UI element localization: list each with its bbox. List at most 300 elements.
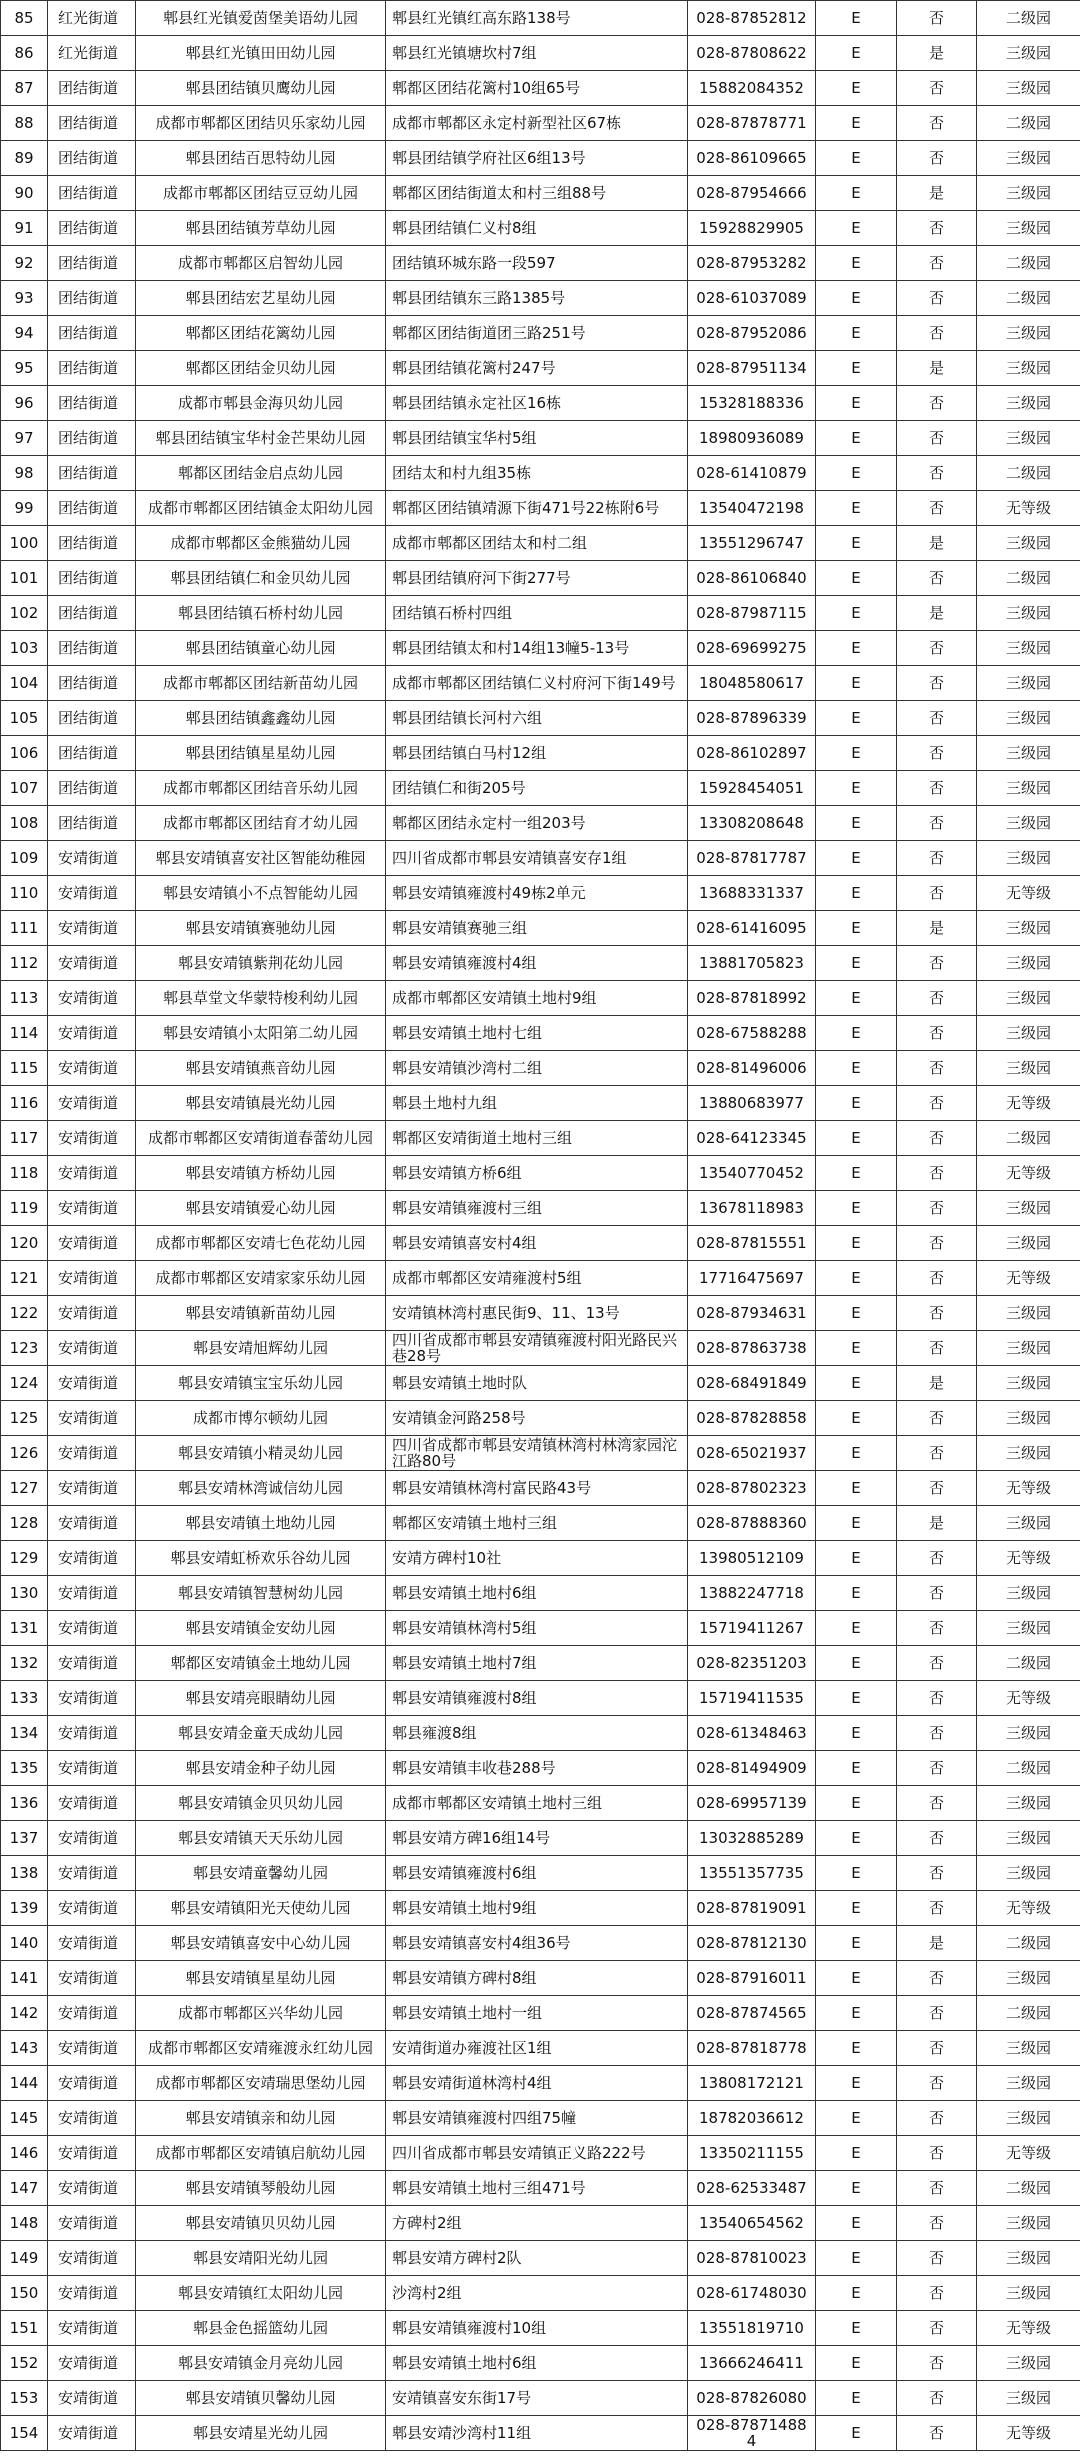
type-code-cell: E <box>816 176 897 211</box>
table-row <box>1 1891 1080 1926</box>
phone-cell: 028-69699275 <box>688 631 816 666</box>
table-row <box>1 1156 1080 1191</box>
is-public-cell: 否 <box>897 1821 977 1856</box>
phone-cell: 028-87810023 <box>688 2241 816 2276</box>
phone-cell: 028-81496006 <box>688 1051 816 1086</box>
kindergarten-name-cell: 郫都区团结金贝幼儿园 <box>136 351 386 386</box>
kindergarten-name-cell: 郫县团结镇童心幼儿园 <box>136 631 386 666</box>
table-row <box>1 2311 1080 2346</box>
grade-level-cell: 三级园 <box>977 1961 1080 1996</box>
address-cell: 郫县安靖镇土地村三组471号 <box>386 2171 688 2206</box>
table-body <box>1 1 1080 2451</box>
street-cell: 安靖街道 <box>48 1121 136 1156</box>
row-number-cell: 96 <box>1 386 48 421</box>
is-public-cell: 否 <box>897 2066 977 2101</box>
kindergarten-name-cell: 郫县红光镇田田幼儿园 <box>136 36 386 71</box>
is-public-cell: 否 <box>897 1751 977 1786</box>
phone-cell: 18980936089 <box>688 421 816 456</box>
kindergarten-name-cell: 成都市郫都区安靖家家乐幼儿园 <box>136 1261 386 1296</box>
address-cell: 安靖镇金河路258号 <box>386 1401 688 1436</box>
is-public-cell: 否 <box>897 666 977 701</box>
type-code-cell: E <box>816 1016 897 1051</box>
table-row <box>1 1821 1080 1856</box>
table-row <box>1 36 1080 71</box>
is-public-cell: 否 <box>897 106 977 141</box>
address-cell: 郫县团结镇府河下街277号 <box>386 561 688 596</box>
kindergarten-name-cell: 郫县安靖镇星星幼儿园 <box>136 1961 386 1996</box>
address-cell: 郫县团结镇宝华村5组 <box>386 421 688 456</box>
phone-cell: 15928829905 <box>688 211 816 246</box>
table-row <box>1 2416 1080 2451</box>
address-cell: 团结镇仁和街205号 <box>386 771 688 806</box>
is-public-cell: 否 <box>897 981 977 1016</box>
address-cell: 郫县安靖镇雍渡村10组 <box>386 2311 688 2346</box>
kindergarten-name-cell: 郫县安靖阳光幼儿园 <box>136 2241 386 2276</box>
phone-cell: 15882084352 <box>688 71 816 106</box>
street-cell: 安靖街道 <box>48 1891 136 1926</box>
grade-level-cell: 三级园 <box>977 1016 1080 1051</box>
street-cell: 团结街道 <box>48 631 136 666</box>
kindergarten-name-cell: 郫县团结宏艺星幼儿园 <box>136 281 386 316</box>
type-code-cell: E <box>816 281 897 316</box>
is-public-cell: 否 <box>897 1051 977 1086</box>
row-number-cell: 128 <box>1 1506 48 1541</box>
address-cell: 郫县安靖镇喜安村4组36号 <box>386 1926 688 1961</box>
type-code-cell: E <box>816 981 897 1016</box>
phone-cell: 028-61037089 <box>688 281 816 316</box>
grade-level-cell: 三级园 <box>977 1786 1080 1821</box>
is-public-cell: 是 <box>897 351 977 386</box>
street-cell: 团结街道 <box>48 141 136 176</box>
phone-cell: 028-87951134 <box>688 351 816 386</box>
phone-cell: 028-87934631 <box>688 1296 816 1331</box>
is-public-cell: 否 <box>897 561 977 596</box>
kindergarten-name-cell: 郫县安靖金种子幼儿园 <box>136 1751 386 1786</box>
phone-cell: 028-87896339 <box>688 701 816 736</box>
table-row <box>1 1401 1080 1436</box>
street-cell: 安靖街道 <box>48 2206 136 2241</box>
type-code-cell: E <box>816 1 897 36</box>
phone-cell: 15719411535 <box>688 1681 816 1716</box>
table-row <box>1 316 1080 351</box>
address-cell: 成都市郫都区团结镇仁义村府河下街149号 <box>386 666 688 701</box>
kindergarten-name-cell: 郫县安靖镇金安幼儿园 <box>136 1611 386 1646</box>
type-code-cell: E <box>816 316 897 351</box>
type-code-cell: E <box>816 1856 897 1891</box>
address-cell: 郫县安靖镇赛驰三组 <box>386 911 688 946</box>
street-cell: 团结街道 <box>48 736 136 771</box>
table-row <box>1 2241 1080 2276</box>
street-cell: 团结街道 <box>48 491 136 526</box>
phone-cell: 13551819710 <box>688 2311 816 2346</box>
grade-level-cell: 三级园 <box>977 911 1080 946</box>
kindergarten-name-cell: 郫县团结镇贝鹰幼儿园 <box>136 71 386 106</box>
kindergarten-name-cell: 郫县草堂文华蒙特梭利幼儿园 <box>136 981 386 1016</box>
row-number-cell: 147 <box>1 2171 48 2206</box>
row-number-cell: 136 <box>1 1786 48 1821</box>
phone-cell: 028-878714884 <box>688 2416 816 2451</box>
table-row <box>1 176 1080 211</box>
is-public-cell: 否 <box>897 1681 977 1716</box>
street-cell: 安靖街道 <box>48 1611 136 1646</box>
type-code-cell: E <box>816 561 897 596</box>
grade-level-cell: 三级园 <box>977 666 1080 701</box>
table-row <box>1 1611 1080 1646</box>
grade-level-cell: 三级园 <box>977 421 1080 456</box>
kindergarten-name-cell: 郫县安靖镇金月亮幼儿园 <box>136 2346 386 2381</box>
table-row <box>1 2031 1080 2066</box>
phone-cell: 13540654562 <box>688 2206 816 2241</box>
is-public-cell: 否 <box>897 631 977 666</box>
type-code-cell: E <box>816 1051 897 1086</box>
table-row <box>1 211 1080 246</box>
phone-cell: 18782036612 <box>688 2101 816 2136</box>
row-number-cell: 95 <box>1 351 48 386</box>
address-cell: 郫县安靖镇沙湾村二组 <box>386 1051 688 1086</box>
phone-cell: 028-87874565 <box>688 1996 816 2031</box>
is-public-cell: 否 <box>897 2101 977 2136</box>
table-row <box>1 1786 1080 1821</box>
grade-level-cell: 无等级 <box>977 1541 1080 1576</box>
phone-cell: 15928454051 <box>688 771 816 806</box>
phone-cell: 028-87987115 <box>688 596 816 631</box>
grade-level-cell: 三级园 <box>977 701 1080 736</box>
type-code-cell: E <box>816 421 897 456</box>
is-public-cell: 否 <box>897 2346 977 2381</box>
phone-cell: 13882247718 <box>688 1576 816 1611</box>
row-number-cell: 137 <box>1 1821 48 1856</box>
kindergarten-name-cell: 郫县红光镇爱茵堡美语幼儿园 <box>136 1 386 36</box>
row-number-cell: 109 <box>1 841 48 876</box>
table-row <box>1 1086 1080 1121</box>
table-row <box>1 246 1080 281</box>
address-cell: 郫县安靖镇雍渡村49栋2单元 <box>386 876 688 911</box>
street-cell: 团结街道 <box>48 666 136 701</box>
is-public-cell: 否 <box>897 2381 977 2416</box>
address-cell: 郫县团结镇长河村六组 <box>386 701 688 736</box>
type-code-cell: E <box>816 1331 897 1366</box>
phone-cell: 028-87953282 <box>688 246 816 281</box>
phone-cell: 028-67588288 <box>688 1016 816 1051</box>
kindergarten-name-cell: 成都市郫都区安靖雍渡永红幼儿园 <box>136 2031 386 2066</box>
table-row <box>1 1261 1080 1296</box>
address-cell: 郫都区团结镇靖源下街471号22栋附6号 <box>386 491 688 526</box>
address-cell: 郫县安靖镇方桥6组 <box>386 1156 688 1191</box>
table-row <box>1 911 1080 946</box>
address-cell: 郫县安靖镇土地村七组 <box>386 1016 688 1051</box>
kindergarten-name-cell: 郫县安靖镇贝馨幼儿园 <box>136 2381 386 2416</box>
is-public-cell: 否 <box>897 701 977 736</box>
type-code-cell: E <box>816 141 897 176</box>
table-row <box>1 106 1080 141</box>
address-cell: 郫县团结镇永定社区16栋 <box>386 386 688 421</box>
row-number-cell: 131 <box>1 1611 48 1646</box>
table-row <box>1 1996 1080 2031</box>
row-number-cell: 127 <box>1 1471 48 1506</box>
grade-level-cell: 无等级 <box>977 876 1080 911</box>
street-cell: 安靖街道 <box>48 1296 136 1331</box>
is-public-cell: 否 <box>897 1961 977 1996</box>
phone-cell: 028-86102897 <box>688 736 816 771</box>
row-number-cell: 113 <box>1 981 48 1016</box>
grade-level-cell: 三级园 <box>977 211 1080 246</box>
address-cell: 郫县安靖镇土地村6组 <box>386 1576 688 1611</box>
kindergarten-name-cell: 郫县安靖星光幼儿园 <box>136 2416 386 2451</box>
street-cell: 安靖街道 <box>48 2171 136 2206</box>
kindergarten-name-cell: 成都市郫都区金熊猫幼儿园 <box>136 526 386 561</box>
table-row <box>1 1436 1080 1471</box>
phone-cell: 13540770452 <box>688 1156 816 1191</box>
grade-level-cell: 无等级 <box>977 2311 1080 2346</box>
type-code-cell: E <box>816 1191 897 1226</box>
street-cell: 团结街道 <box>48 351 136 386</box>
row-number-cell: 93 <box>1 281 48 316</box>
type-code-cell: E <box>816 1821 897 1856</box>
type-code-cell: E <box>816 386 897 421</box>
kindergarten-name-cell: 成都市郫都区团结育才幼儿园 <box>136 806 386 841</box>
grade-level-cell: 二级园 <box>977 281 1080 316</box>
is-public-cell: 否 <box>897 2276 977 2311</box>
phone-cell: 13880683977 <box>688 1086 816 1121</box>
is-public-cell: 否 <box>897 2311 977 2346</box>
address-cell: 郫县安靖镇土地村9组 <box>386 1891 688 1926</box>
grade-level-cell: 三级园 <box>977 71 1080 106</box>
street-cell: 安靖街道 <box>48 2101 136 2136</box>
row-number-cell: 104 <box>1 666 48 701</box>
type-code-cell: E <box>816 1576 897 1611</box>
kindergarten-name-cell: 郫县团结镇仁和金贝幼儿园 <box>136 561 386 596</box>
row-number-cell: 153 <box>1 2381 48 2416</box>
is-public-cell: 否 <box>897 1786 977 1821</box>
kindergarten-name-cell: 成都市郫都区团结贝乐家幼儿园 <box>136 106 386 141</box>
kindergarten-name-cell: 郫县团结镇宝华村金芒果幼儿园 <box>136 421 386 456</box>
address-cell: 郫县团结镇太和村14组13幢5-13号 <box>386 631 688 666</box>
address-cell: 郫都区团结街道太和村三组88号 <box>386 176 688 211</box>
kindergarten-name-cell: 成都市郫都区团结镇金太阳幼儿园 <box>136 491 386 526</box>
phone-cell: 028-87863738 <box>688 1331 816 1366</box>
grade-level-cell: 三级园 <box>977 1401 1080 1436</box>
row-number-cell: 116 <box>1 1086 48 1121</box>
grade-level-cell: 三级园 <box>977 526 1080 561</box>
address-cell: 郫县团结镇白马村12组 <box>386 736 688 771</box>
street-cell: 团结街道 <box>48 806 136 841</box>
grade-level-cell: 无等级 <box>977 1156 1080 1191</box>
table-row <box>1 666 1080 701</box>
is-public-cell: 否 <box>897 316 977 351</box>
kindergarten-name-cell: 郫县团结镇星星幼儿园 <box>136 736 386 771</box>
phone-cell: 028-87808622 <box>688 36 816 71</box>
row-number-cell: 120 <box>1 1226 48 1261</box>
row-number-cell: 123 <box>1 1331 48 1366</box>
is-public-cell: 否 <box>897 1086 977 1121</box>
table-row <box>1 1506 1080 1541</box>
kindergarten-name-cell: 成都市郫都区兴华幼儿园 <box>136 1996 386 2031</box>
grade-level-cell: 三级园 <box>977 386 1080 421</box>
phone-cell: 028-87826080 <box>688 2381 816 2416</box>
type-code-cell: E <box>816 1436 897 1471</box>
table-row <box>1 1751 1080 1786</box>
is-public-cell: 是 <box>897 596 977 631</box>
row-number-cell: 106 <box>1 736 48 771</box>
address-cell: 四川省成都市郫县安靖镇雍渡村阳光路民兴巷28号 <box>386 1331 688 1366</box>
grade-level-cell: 三级园 <box>977 806 1080 841</box>
table-row <box>1 771 1080 806</box>
street-cell: 安靖街道 <box>48 2031 136 2066</box>
grade-level-cell: 二级园 <box>977 106 1080 141</box>
address-cell: 成都市郫都区安靖雍渡村5组 <box>386 1261 688 1296</box>
kindergarten-name-cell: 成都市郫都区团结新苗幼儿园 <box>136 666 386 701</box>
is-public-cell: 否 <box>897 1401 977 1436</box>
type-code-cell: E <box>816 946 897 981</box>
street-cell: 团结街道 <box>48 701 136 736</box>
table-row <box>1 876 1080 911</box>
phone-cell: 028-61410879 <box>688 456 816 491</box>
kindergarten-name-cell: 郫县安靖镇喜安中心幼儿园 <box>136 1926 386 1961</box>
street-cell: 安靖街道 <box>48 946 136 981</box>
phone-cell: 028-82351203 <box>688 1646 816 1681</box>
row-number-cell: 110 <box>1 876 48 911</box>
row-number-cell: 143 <box>1 2031 48 2066</box>
address-cell: 郫县安靖镇土地时队 <box>386 1366 688 1401</box>
is-public-cell: 否 <box>897 2136 977 2171</box>
table-row <box>1 2346 1080 2381</box>
grade-level-cell: 三级园 <box>977 771 1080 806</box>
type-code-cell: E <box>816 36 897 71</box>
type-code-cell: E <box>816 806 897 841</box>
type-code-cell: E <box>816 2276 897 2311</box>
type-code-cell: E <box>816 1086 897 1121</box>
table-row <box>1 141 1080 176</box>
row-number-cell: 133 <box>1 1681 48 1716</box>
type-code-cell: E <box>816 2311 897 2346</box>
phone-cell: 028-86106840 <box>688 561 816 596</box>
row-number-cell: 134 <box>1 1716 48 1751</box>
row-number-cell: 117 <box>1 1121 48 1156</box>
street-cell: 安靖街道 <box>48 1961 136 1996</box>
kindergarten-name-cell: 成都市郫都区安靖七色花幼儿园 <box>136 1226 386 1261</box>
kindergarten-name-cell: 成都市博尔顿幼儿园 <box>136 1401 386 1436</box>
grade-level-cell: 无等级 <box>977 2416 1080 2451</box>
is-public-cell: 否 <box>897 1471 977 1506</box>
table-row <box>1 596 1080 631</box>
street-cell: 安靖街道 <box>48 1646 136 1681</box>
kindergarten-name-cell: 郫县安靖镇赛驰幼儿园 <box>136 911 386 946</box>
table-row <box>1 1541 1080 1576</box>
kindergarten-name-cell: 郫都区安靖镇金土地幼儿园 <box>136 1646 386 1681</box>
street-cell: 安靖街道 <box>48 1016 136 1051</box>
is-public-cell: 否 <box>897 246 977 281</box>
kindergarten-name-cell: 郫县安靖镇土地幼儿园 <box>136 1506 386 1541</box>
address-cell: 成都市郫都区安靖镇土地村9组 <box>386 981 688 1016</box>
type-code-cell: E <box>816 631 897 666</box>
type-code-cell: E <box>816 1261 897 1296</box>
is-public-cell: 是 <box>897 911 977 946</box>
grade-level-cell: 二级园 <box>977 246 1080 281</box>
street-cell: 团结街道 <box>48 596 136 631</box>
table-row <box>1 2136 1080 2171</box>
address-cell: 成都市郫都区团结太和村二组 <box>386 526 688 561</box>
address-cell: 郫县安靖镇雍渡村四组75幢 <box>386 2101 688 2136</box>
street-cell: 安靖街道 <box>48 1226 136 1261</box>
grade-level-cell: 三级园 <box>977 316 1080 351</box>
is-public-cell: 否 <box>897 1576 977 1611</box>
street-cell: 安靖街道 <box>48 2381 136 2416</box>
row-number-cell: 135 <box>1 1751 48 1786</box>
type-code-cell: E <box>816 2066 897 2101</box>
grade-level-cell: 三级园 <box>977 2381 1080 2416</box>
grade-level-cell: 三级园 <box>977 1821 1080 1856</box>
kindergarten-name-cell: 郫县团结百思特幼儿园 <box>136 141 386 176</box>
is-public-cell: 否 <box>897 1611 977 1646</box>
table-row <box>1 386 1080 421</box>
is-public-cell: 是 <box>897 1506 977 1541</box>
address-cell: 方碑村2组 <box>386 2206 688 2241</box>
is-public-cell: 否 <box>897 841 977 876</box>
address-cell: 郫都区团结花篱村10组65号 <box>386 71 688 106</box>
row-number-cell: 124 <box>1 1366 48 1401</box>
type-code-cell: E <box>816 2206 897 2241</box>
type-code-cell: E <box>816 71 897 106</box>
kindergarten-name-cell: 郫县安靖金童天成幼儿园 <box>136 1716 386 1751</box>
row-number-cell: 150 <box>1 2276 48 2311</box>
row-number-cell: 145 <box>1 2101 48 2136</box>
address-cell: 四川省成都市郫县安靖镇喜安存1组 <box>386 841 688 876</box>
type-code-cell: E <box>816 1541 897 1576</box>
kindergarten-name-cell: 郫县安靖镇琴般幼儿园 <box>136 2171 386 2206</box>
grade-level-cell: 无等级 <box>977 1261 1080 1296</box>
row-number-cell: 154 <box>1 2416 48 2451</box>
phone-cell: 13540472198 <box>688 491 816 526</box>
kindergarten-name-cell: 郫县安靖镇阳光天使幼儿园 <box>136 1891 386 1926</box>
row-number-cell: 141 <box>1 1961 48 1996</box>
type-code-cell: E <box>816 666 897 701</box>
row-number-cell: 130 <box>1 1576 48 1611</box>
street-cell: 安靖街道 <box>48 1996 136 2031</box>
phone-cell: 13308208648 <box>688 806 816 841</box>
grade-level-cell: 三级园 <box>977 596 1080 631</box>
table-row <box>1 1576 1080 1611</box>
is-public-cell: 是 <box>897 526 977 561</box>
row-number-cell: 139 <box>1 1891 48 1926</box>
table-row <box>1 2381 1080 2416</box>
grade-level-cell: 三级园 <box>977 1856 1080 1891</box>
grade-level-cell: 三级园 <box>977 946 1080 981</box>
address-cell: 郫都区团结街道团三路251号 <box>386 316 688 351</box>
street-cell: 安靖街道 <box>48 1821 136 1856</box>
table-row <box>1 71 1080 106</box>
phone-cell: 028-87828858 <box>688 1401 816 1436</box>
kindergarten-name-cell: 成都市郫都区团结豆豆幼儿园 <box>136 176 386 211</box>
street-cell: 安靖街道 <box>48 2241 136 2276</box>
row-number-cell: 103 <box>1 631 48 666</box>
street-cell: 安靖街道 <box>48 2346 136 2381</box>
table-row <box>1 841 1080 876</box>
phone-cell: 028-87818992 <box>688 981 816 1016</box>
street-cell: 安靖街道 <box>48 1156 136 1191</box>
address-cell: 郫县安靖镇雍渡村4组 <box>386 946 688 981</box>
grade-level-cell: 三级园 <box>977 631 1080 666</box>
is-public-cell: 否 <box>897 1716 977 1751</box>
address-cell: 郫县安靖镇雍渡村三组 <box>386 1191 688 1226</box>
street-cell: 安靖街道 <box>48 911 136 946</box>
grade-level-cell: 二级园 <box>977 456 1080 491</box>
type-code-cell: E <box>816 1366 897 1401</box>
row-number-cell: 146 <box>1 2136 48 2171</box>
table-row <box>1 2066 1080 2101</box>
grade-level-cell: 无等级 <box>977 1086 1080 1121</box>
address-cell: 郫县安靖沙湾村11组 <box>386 2416 688 2451</box>
is-public-cell: 否 <box>897 211 977 246</box>
